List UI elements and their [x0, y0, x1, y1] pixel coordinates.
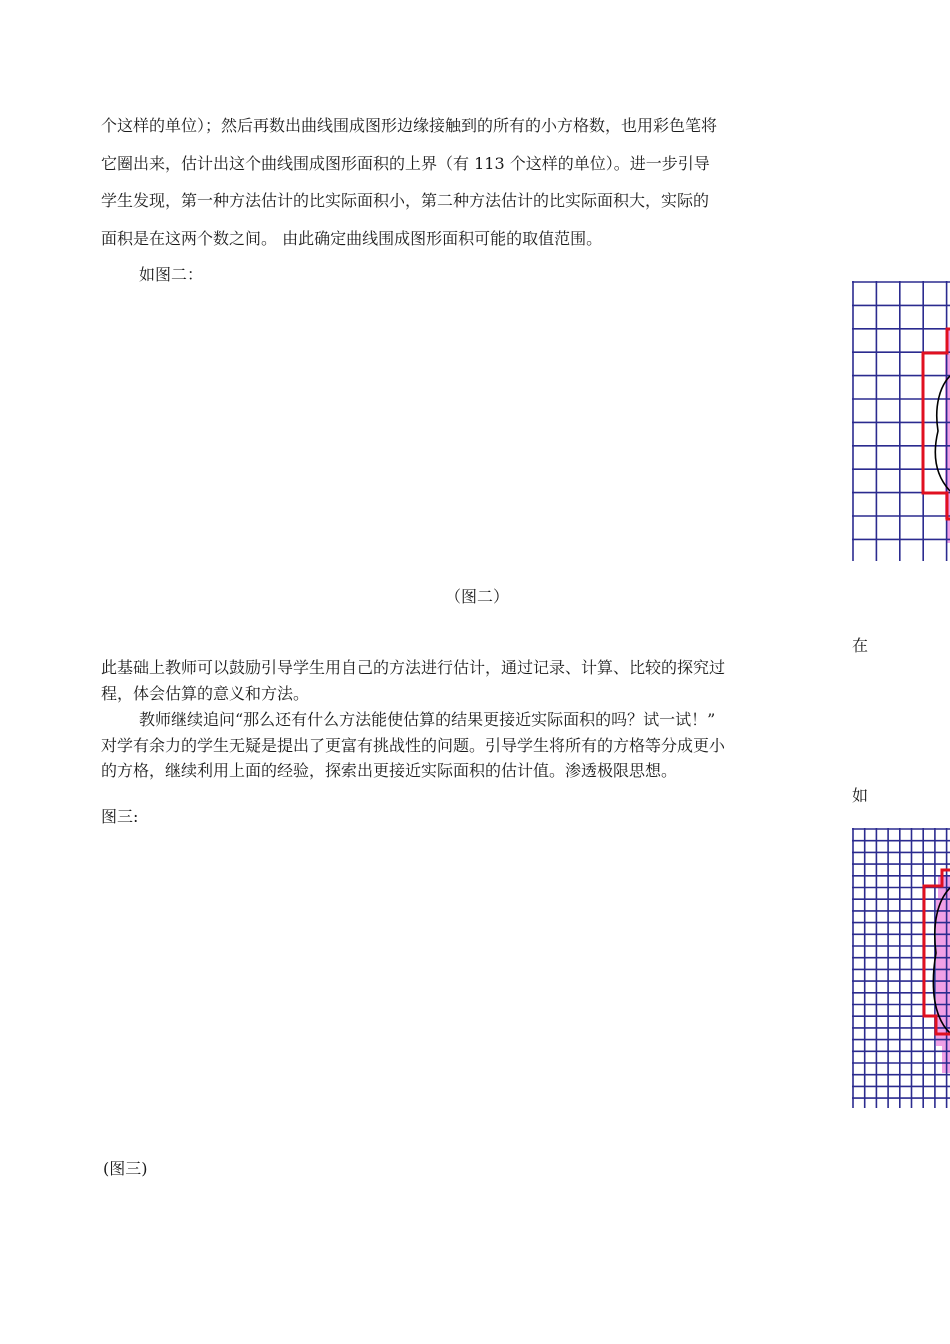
estimate-fill-region	[936, 876, 950, 1073]
figure2-grid-svg	[852, 281, 950, 561]
paragraph1-line-3: 学生发现，第一种方法估计的比实际面积小，第二种方法估计的比实际面积大，实际的	[101, 191, 710, 210]
paragraph1-line-4: 面积是在这两个数之间。 由此确定曲线围成图形面积可能的取值范围。	[101, 229, 603, 248]
edge-char-ru: 如	[852, 786, 869, 805]
figure2-intro: 如图二：	[139, 265, 204, 284]
paragraph1-line-2: 它圈出来，估计出这个曲线围成图形面积的上界（有 113 个这样的单位）。进一步引导	[101, 154, 710, 173]
figure3-caption: (图三)	[103, 1159, 148, 1178]
edge-char-zai: 在	[852, 636, 869, 655]
paragraph3-line-3: 的方格，继续利用上面的经验，探索出更接近实际面积的估计值。渗透极限思想。	[101, 761, 678, 780]
grid-background	[852, 281, 950, 561]
figure3-intro: 图三:	[101, 807, 139, 826]
paragraph3-line-1: 教师继续追问“那么还有什么方法能使估算的结果更接近实际面积的吗？试一试！”	[139, 710, 716, 729]
figure3-grid-image	[852, 828, 950, 1108]
figure2-caption: （图二）	[445, 587, 510, 606]
paragraph2-line-2: 程，体会估算的意义和方法。	[101, 684, 310, 703]
figure2-grid-image	[852, 281, 950, 561]
paragraph3-line-2: 对学有余力的学生无疑是提出了更富有挑战性的问题。引导学生将所有的方格等分成更小	[101, 736, 726, 755]
paragraph1-line-1: 个这样的单位）；然后再数出曲线围成图形边缘接触到的所有的小方格数，也用彩色笔将	[101, 116, 718, 135]
paragraph2-line-1: 此基础上教师可以鼓励引导学生用自己的方法进行估计，通过记录、计算、比较的探究过	[101, 658, 726, 677]
figure3-grid-svg	[852, 828, 950, 1108]
